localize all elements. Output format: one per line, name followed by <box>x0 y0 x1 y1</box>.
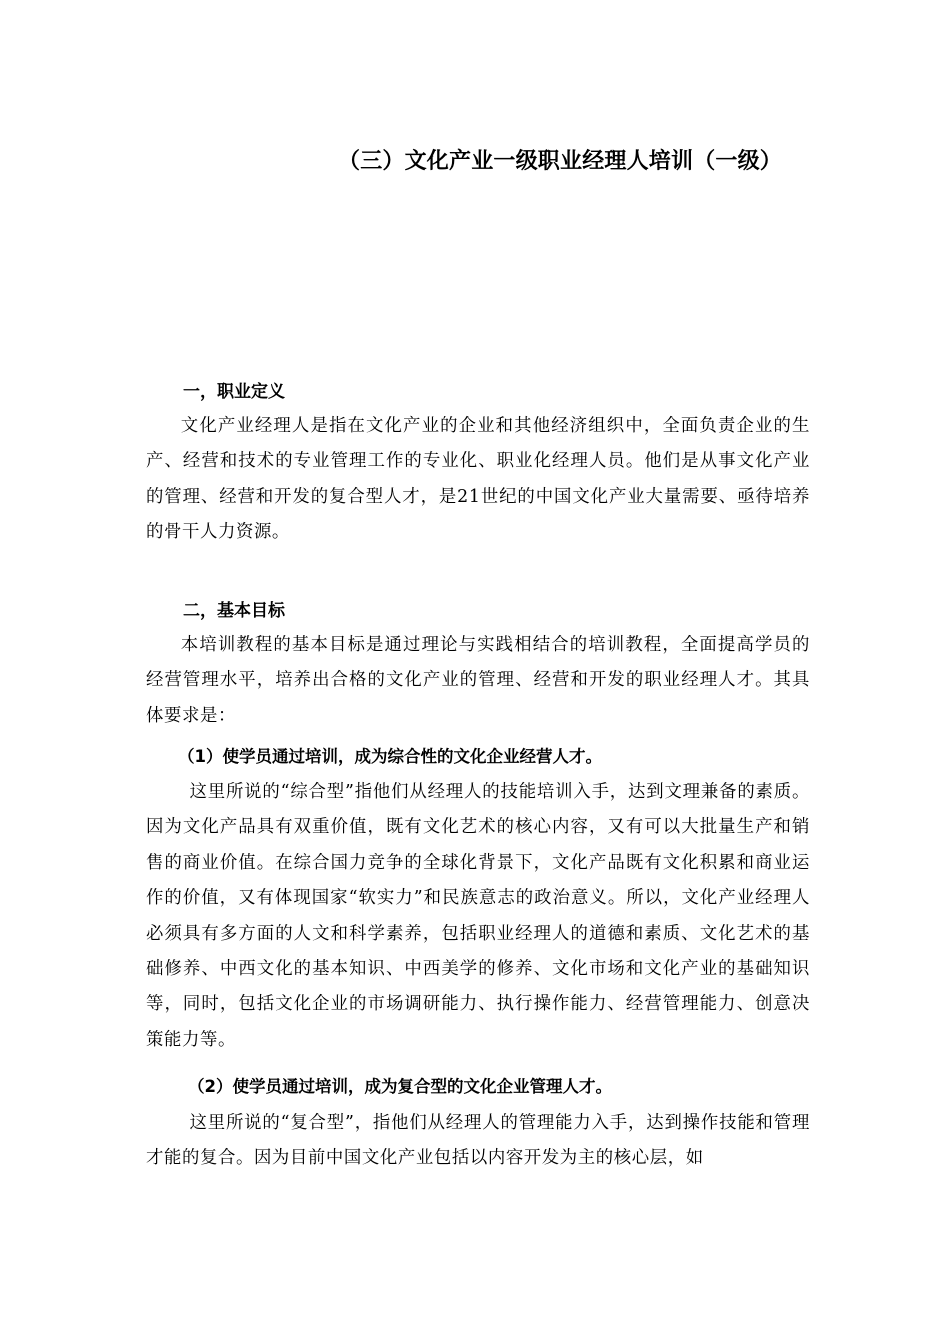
goal-1-paragraph: 这里所说的“综合型”指他们从经理人的技能培训入手，达到文理兼备的素质。因为文化产品具有双重价值，既有文化艺术的核心内容，又有可以大批量生产和销售的商业价值。在综合国力竞争的全球化背景下，文化产品既有文化积累和商业运作的价值，又有体现国家“软实力”和民族意志的政治意义。所以，文化产业经理人必须具有多方面的人文和科学素养，包括职业经理人的道德和素质、文化艺术的基础修养、中西文化的基本知识、中西美学的修养、文化市场和文化产业的基础知识等，同时，包括文化企业的市场调研能力、执行操作能力、经营管理能力、创意决策能力等。 <box>146 782 810 1050</box>
goals-intro-paragraph: 本培训教程的基本目标是通过理论与实践相结合的培训教程，全面提高学员的经营管理水平，培养出合格的文化产业的管理、经营和开发的职业经理人才。其具体要求是： <box>146 635 810 726</box>
document-title: （三）文化产业一级职业经理人培训（一级） <box>338 149 783 174</box>
goal-2-paragraph: 这里所说的“复合型”，指他们从经理人的管理能力入手，达到操作技能和管理才能的复合。因为目前中国文化产业包括以内容开发为主的核心层，如 <box>146 1113 810 1169</box>
section-heading-goals: 二，基本目标 <box>183 601 285 621</box>
definition-paragraph: 文化产业经理人是指在文化产业的企业和其他经济组织中，全面负责企业的生产、经营和技术的专业管理工作的专业化、职业化经理人员。他们是从事文化产业的管理、经营和开发的复合型人才，是21世纪的中国文化产业大量需要、亟待培养的骨干人力资源。 <box>146 416 810 543</box>
section-heading-definition: 一，职业定义 <box>183 382 285 402</box>
goal-2-subheading: （2）使学员通过培训，成为复合型的文化企业管理人才。 <box>188 1077 612 1096</box>
goal-1-subheading: （1）使学员通过培训，成为综合性的文化企业经营人才。 <box>178 747 602 766</box>
